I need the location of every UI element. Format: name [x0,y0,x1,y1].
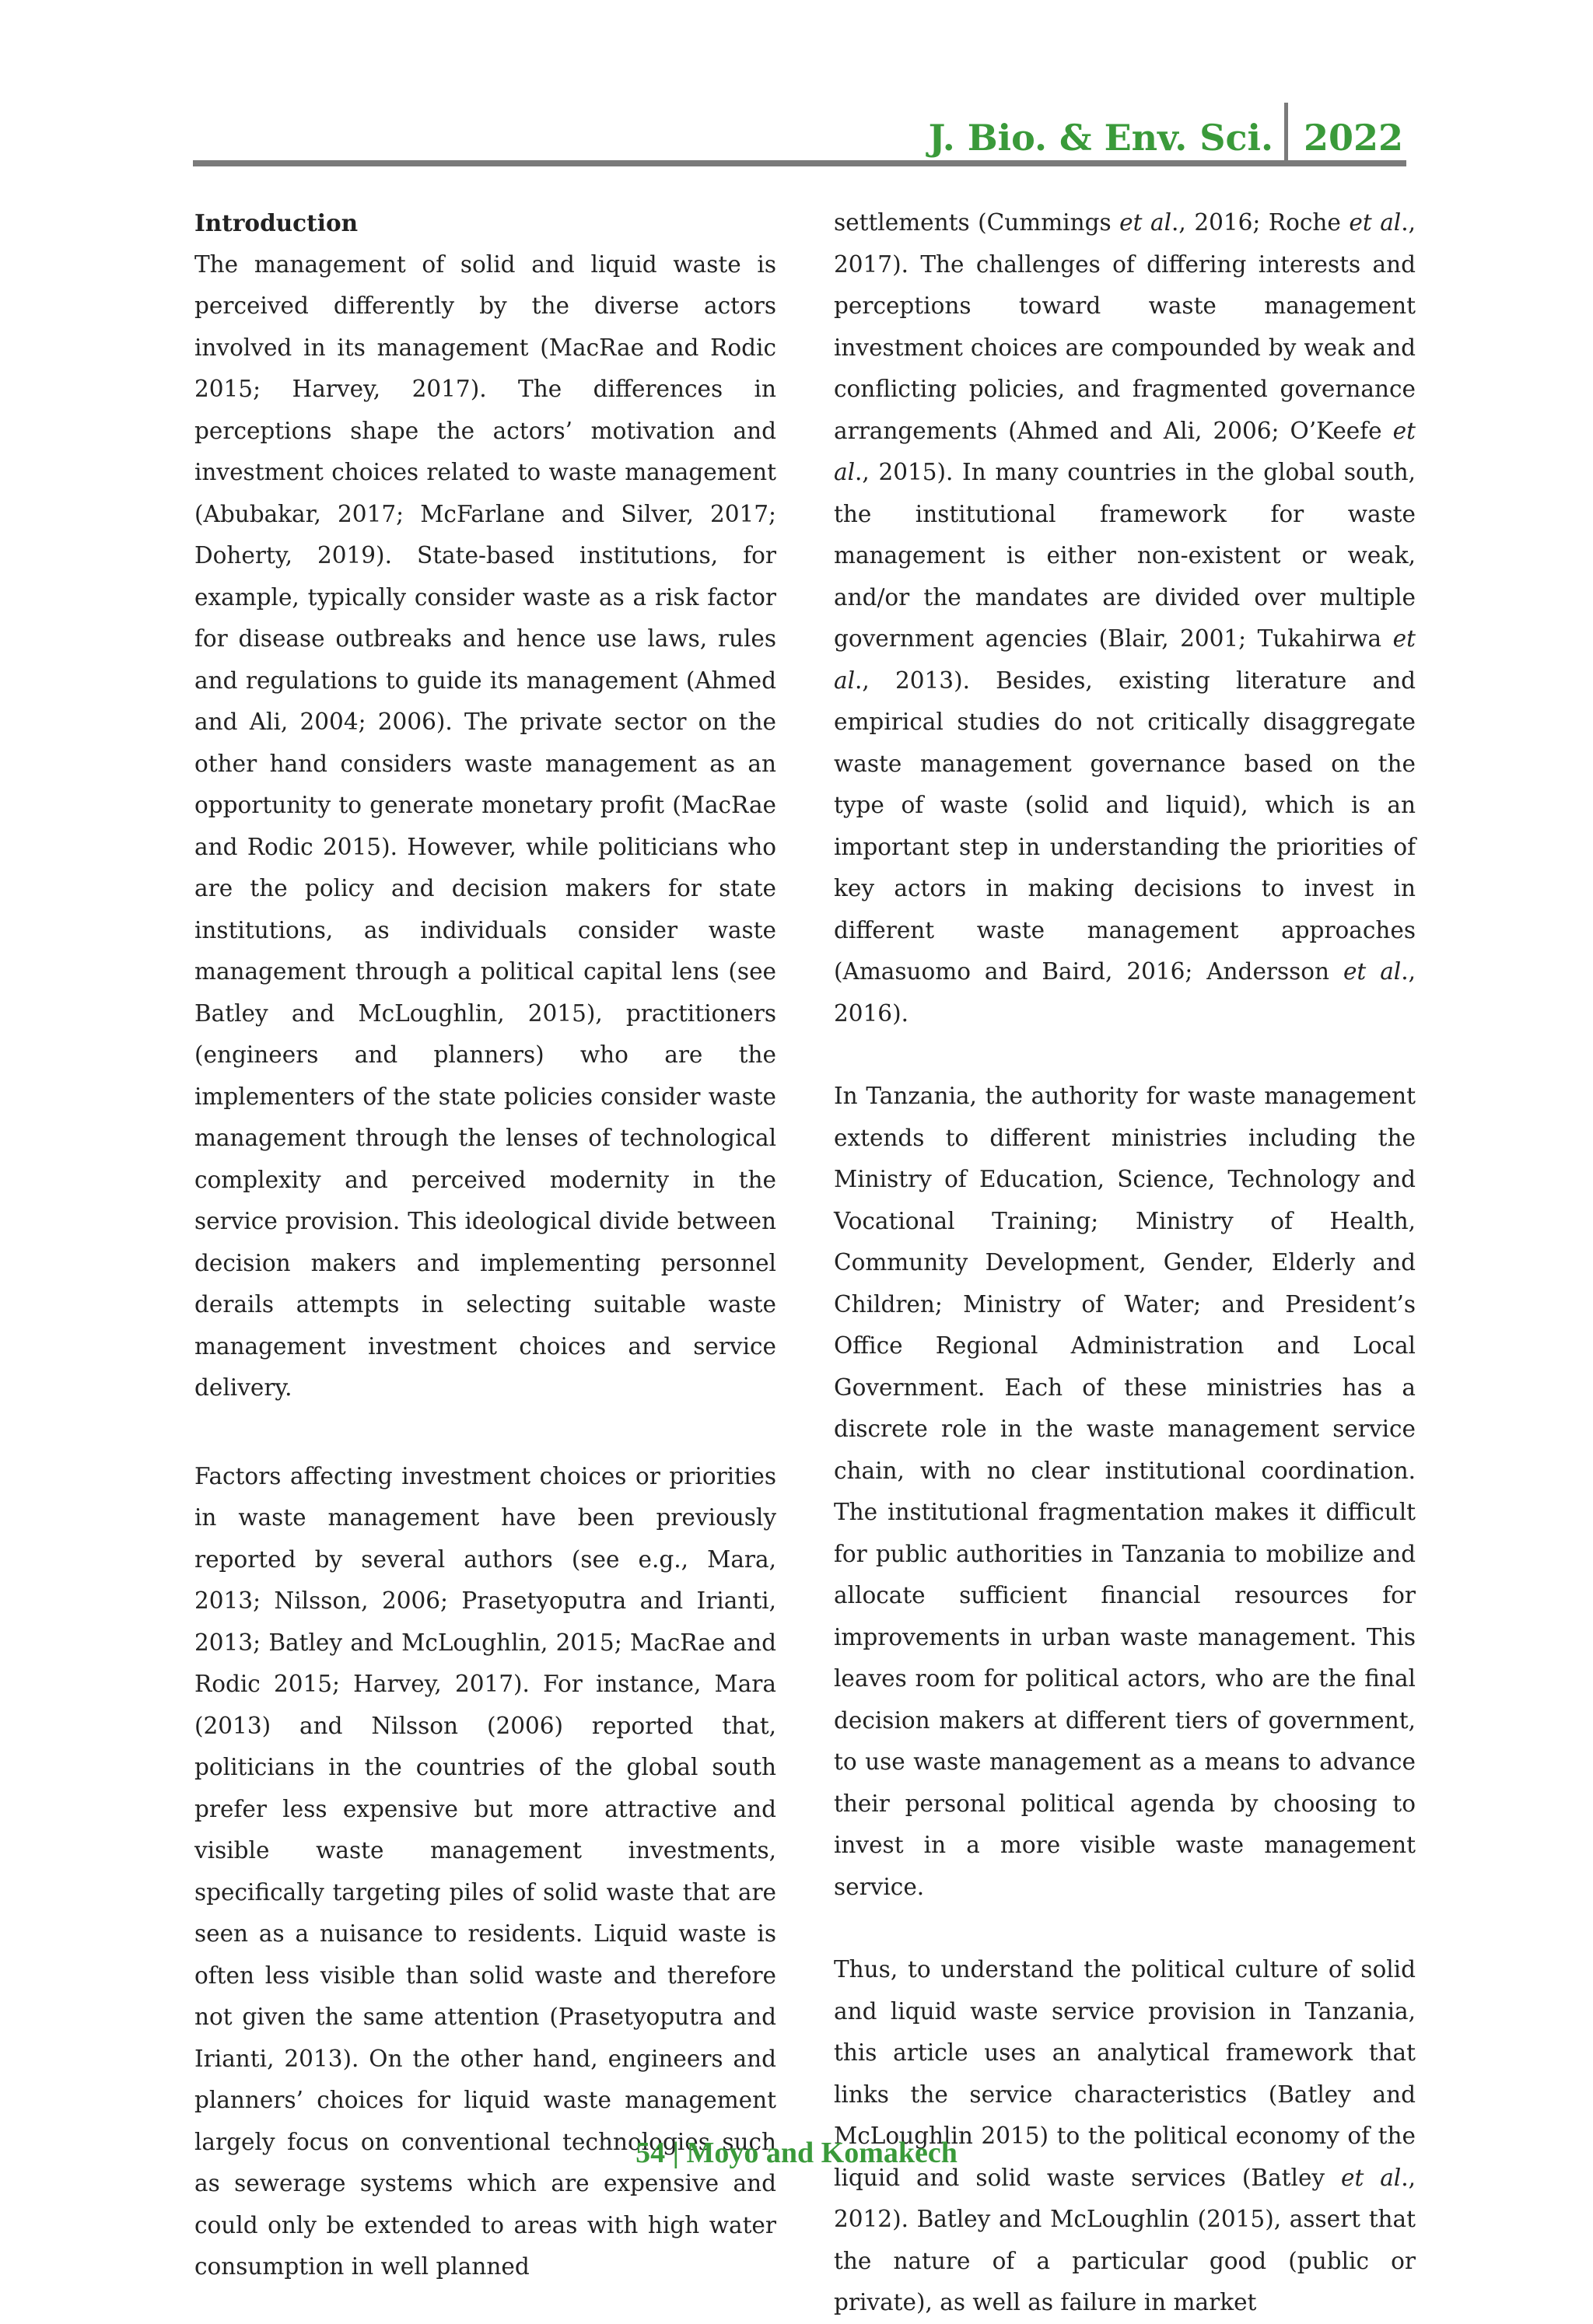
text-run: ., 2012). Batley and McLoughlin (2015), assert that the nature of a particular good (public or private), as well as failure in market [834,2164,1416,2315]
right-column [834,202,1416,2324]
paragraph-gap [194,1409,776,1456]
journal-header [193,103,1406,162]
italic-run: et al [1343,958,1402,985]
text-run: ., 2015). In many countries in the global south, the institutional framework for waste management is either non-existent or weak, and/or the mandates are divided over multiple government agencies (Blair, 2001; Tukahirwa [834,459,1416,652]
paragraph-intro-3 [834,202,1416,1034]
italic-run: et al [834,417,1416,485]
text-run: ., 2013). Besides, existing literature and empirical studies do not critically disaggregate waste management governance based on the type of waste (solid and liquid), which is an important step in understanding the priorities of key actors in making decisions to invest in different waste management approaches (Amasuomo and Baird, 2016; Andersson [834,667,1416,985]
journal-year: 2022 [1303,117,1403,159]
journal-name: J. Bio. & Env. Sci. [928,117,1273,159]
text-run: ., 2016). [834,958,1416,1027]
paragraph-tanzania: In Tanzania, the authority for waste management extends to different ministries including the Ministry of Education, Science, Technology and Vocational Training; Ministry of Health, Community Development, Gender, Elderly and Children; Ministry of Water; and President’s Office Regional Administration and Local Government. Each of these ministries has a discrete role in the waste management service chain, with no clear institutional coordination. The institutional fragmentation makes it difficult for public authorities in Tanzania to mobilize and allocate sufficient financial resources for improvements in urban waste management. This leaves room for political actors, who are the final decision makers at different tiers of government, to use waste management as a means to advance their personal political agenda by choosing to invest in a more visible waste management service. [834,1083,1416,1900]
italic-run: et al [1349,209,1402,236]
section-heading: Introduction [194,209,359,236]
paragraph-gap [834,1908,1416,1949]
italic-run: et al [834,625,1416,694]
text-run: settlements (Cummings [834,209,1120,236]
paragraph-intro-1: The management of solid and liquid waste is perceived differently by the diverse actors involved in its management (MacRae and Rodic 2015; Harvey, 2017). The differences in perceptions shape the actors’ motivation and investment choices related to waste management (Abubakar, 2017; McFarlane and Silver, 2017; Doherty, 2019). State-based institutions, for example, typically consider waste as a risk factor for disease outbreaks and hence use laws, rules and regulations to guide its management (Ahmed and Ali, 2004; 2006). The private sector on the other hand considers waste management as an opportunity to generate monetary profit (MacRae and Rodic 2015). However, while politicians who are the policy and decision makers for state institutions, as individuals consider waste management through a political capital lens (see Batley and McLoughlin, 2015), practitioners (engineers and planners) who are the implementers of the state policies consider waste management through the lenses of technological complexity and perceived modernity in the service provision. This ideological divide between decision makers and implementing personnel derails attempts in selecting suitable waste management investment choices and service delivery. [194,250,776,1401]
page-footer: 54 | Moyo and Komakech [635,2137,958,2169]
italic-run: et al [1119,209,1172,236]
paragraph-gap [834,1034,1416,1076]
header-rule [193,160,1406,166]
text-run: ., 2017). The challenges of differing interests and perceptions toward waste management investment choices are compounded by weak and conflicting policies, and fragmented governance arrangements (Ahmed and Ali, 2006; O’Keefe [834,209,1416,444]
text-run: ., 2016; Roche [1171,209,1350,236]
paragraph-intro-2: Factors affecting investment choices or priorities in waste management have been previously reported by several authors (see e.g., Mara, 2013; Nilsson, 2006; Prasetyoputra and Irianti, 2013; Batley and McLoughlin, 2015; MacRae and Rodic 2015; Harvey, 2017). For instance, Mara (2013) and Nilsson (2006) reported that, politicians in the countries of the global south prefer less expensive but more attractive and visible waste management investments, specifically targeting piles of solid waste that are seen as a nuisance to residents. Liquid waste is often less visible than solid waste and therefore not given the same attention (Prasetyoputra and Irianti, 2013). On the other hand, engineers and planners’ choices for liquid waste management largely focus on conventional technologies such as sewerage systems which are expensive and could only be extended to areas with high water consumption in well planned [194,1462,776,2280]
text-run: Thus, to understand the political culture of solid and liquid waste service provision in Tanzania, this article uses an analytical framework that links the service characteristics (Batley and McLoughlin 2015) to the political economy of the liquid and solid waste services (Batley [834,1956,1416,2191]
left-column [194,202,776,2288]
italic-run: et al [1341,2164,1402,2191]
